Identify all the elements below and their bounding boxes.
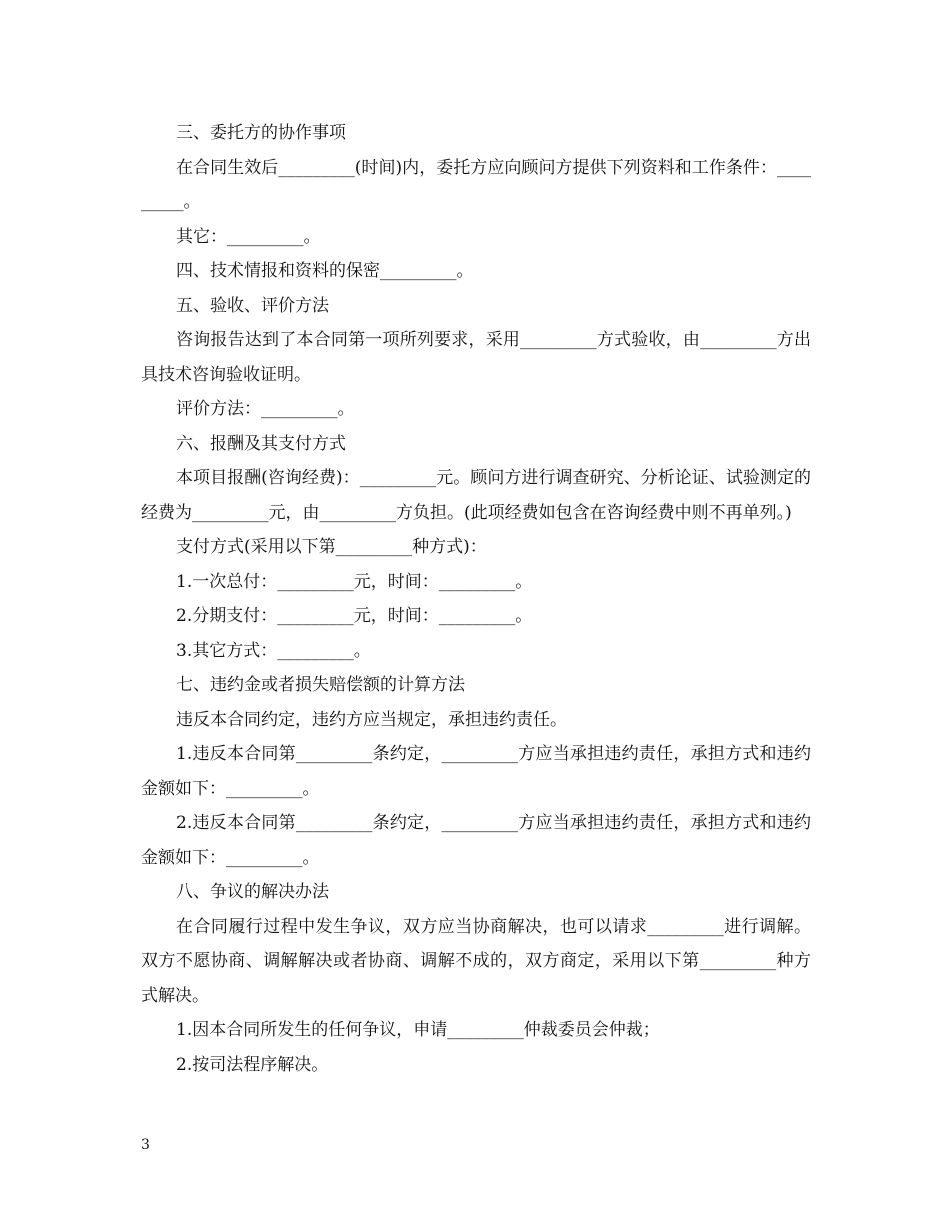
section-heading: 五、验收、评价方法 — [176, 295, 329, 316]
list-item: 3.其它方式：_________。 — [176, 640, 371, 661]
paragraph: 在合同生效后_________(时间)内，委托方应向顾问方提供下列资料和工作条件：_________。 — [141, 157, 811, 212]
list-item: 2.违反本合同第_________条约定，_________方应当承担违约责任，承担方式和违约金额如下：_________。 — [141, 813, 811, 868]
list-item: 1.违反本合同第_________条约定，_________方应当承担违约责任，承担方式和违约金额如下：_________。 — [141, 744, 811, 799]
section-heading: 三、委托方的协作事项 — [176, 123, 346, 143]
section-heading: 七、违约金或者损失赔偿额的计算方法 — [176, 675, 465, 695]
list-item: 1.一次总付：_________元，时间：_________。 — [176, 571, 533, 592]
paragraph: 在合同履行过程中发生争议，双方应当协商解决，也可以请求_________进行调解。双方不愿协商、调解解决或者协商、调解不成的，双方商定，采用以下第_________种方式解决。 — [141, 916, 811, 1006]
paragraph: 违反本合同约定，违约方应当规定，承担违约责任。 — [176, 709, 567, 730]
document-body — [141, 116, 811, 1082]
paragraph: 评价方法：_________。 — [176, 399, 355, 419]
paragraph: 咨询报告达到了本合同第一项所列要求，采用_________方式验收，由_________方出具技术咨询验收证明。 — [141, 330, 811, 385]
page-number: 3 — [141, 1137, 150, 1153]
paragraph: 本项目报酬(咨询经费)：_________元。顾问方进行调查研究、分析论证、试验测定的经费为_________元，由_________方负担。(此项经费如包含在咨询经费中则不再单列。) — [141, 468, 811, 523]
section-heading: 六、报酬及其支付方式 — [176, 433, 346, 454]
list-item: 2.按司法程序解决。 — [176, 1054, 329, 1075]
section-heading: 八、争议的解决办法 — [176, 882, 329, 902]
section-heading: 四、技术情报和资料的保密_________。 — [176, 261, 474, 281]
list-item: 1.因本合同所发生的任何争议，申请_________仲裁委员会仲裁； — [176, 1020, 660, 1040]
list-item: 2.分期支付：_________元，时间：_________。 — [176, 606, 533, 626]
paragraph: 支付方式(采用以下第_________种方式)： — [176, 537, 487, 557]
paragraph: 其它：_________。 — [176, 226, 321, 247]
